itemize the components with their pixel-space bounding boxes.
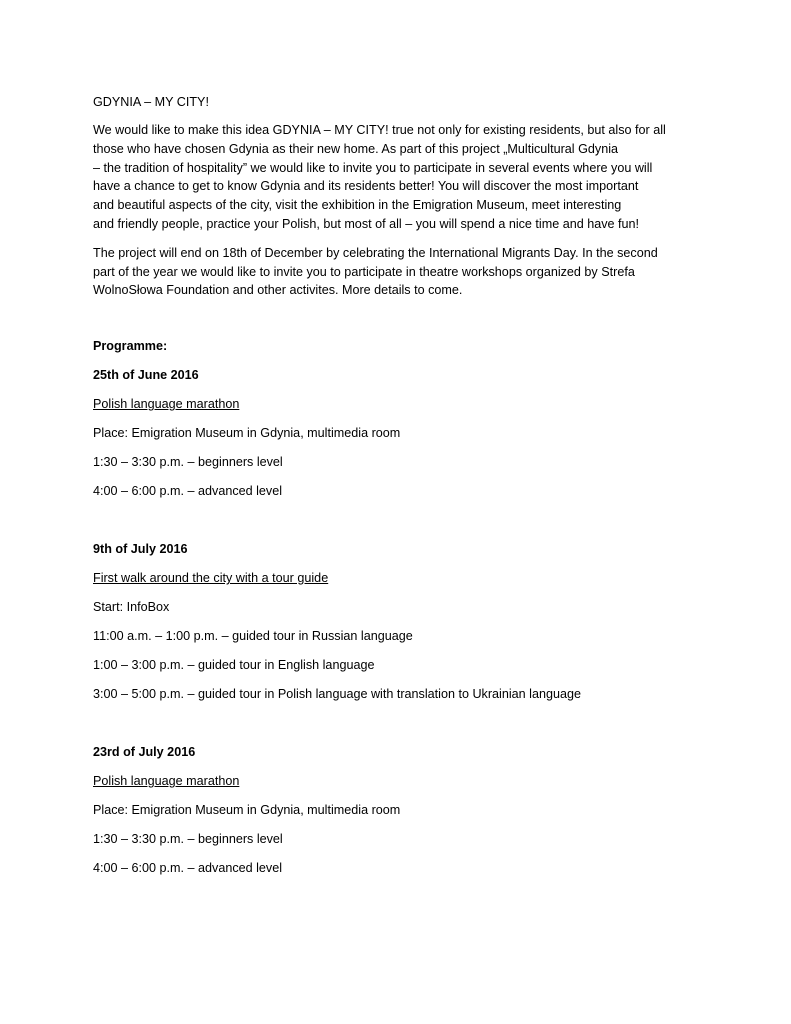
event-slot: 4:00 – 6:00 p.m. – advanced level: [93, 861, 283, 876]
event-date: 23rd of July 2016: [93, 745, 196, 760]
event-slot: 3:00 – 5:00 p.m. – guided tour in Polish language with translation to Ukrainian language: [93, 687, 581, 702]
event-place: Place: Emigration Museum in Gdynia, multimedia room: [93, 426, 401, 441]
intro-line: have a chance to get to know Gdynia and its residents better! You will discover the most important: [93, 179, 639, 194]
document-title: GDYNIA – MY CITY!: [93, 95, 209, 109]
event-slot: 1:30 – 3:30 p.m. – beginners level: [93, 455, 283, 470]
intro-line: We would like to make this idea GDYNIA – MY CITY! true not only for existing residents, but also for all: [93, 123, 666, 137]
event-slot: 1:30 – 3:30 p.m. – beginners level: [93, 832, 283, 847]
event-date: 25th of June 2016: [93, 368, 199, 383]
event-place: Place: Emigration Museum in Gdynia, multimedia room: [93, 803, 401, 818]
event-date: 9th of July 2016: [93, 542, 188, 557]
event-slot: 1:00 – 3:00 p.m. – guided tour in English language: [93, 658, 375, 673]
intro-paragraph: [93, 121, 703, 234]
event-block: [93, 366, 703, 500]
intro-line: and beautiful aspects of the city, visit the exhibition in the Emigration Museum, meet interesting: [93, 198, 622, 213]
intro-line: and friendly people, practice your Polish, but most of all – you will spend a nice time and have fun!: [93, 216, 640, 231]
closing-paragraph: [93, 244, 703, 300]
event-name: First walk around the city with a tour guide: [93, 571, 329, 586]
closing-line: WolnoSłowa Foundation and other activites. More details to come.: [93, 283, 463, 298]
event-name: Polish language marathon: [93, 774, 240, 789]
closing-line: The project will end on 18th of December by celebrating the International Migrants Day. In the second: [93, 245, 658, 260]
event-slot: 4:00 – 6:00 p.m. – advanced level: [93, 484, 283, 499]
programme-heading: Programme:: [93, 339, 168, 354]
event-slot: 11:00 a.m. – 1:00 p.m. – guided tour in Russian language: [93, 629, 413, 644]
intro-line: – the tradition of hospitality” we would like to invite you to participate in several events where you will: [93, 160, 653, 175]
event-block: [93, 743, 703, 877]
intro-line: those who have chosen Gdynia as their new home. As part of this project „Multicultural Gdynia: [93, 141, 619, 156]
event-block: [93, 540, 703, 703]
event-name: Polish language marathon: [93, 397, 240, 412]
document-page: [93, 93, 703, 888]
event-place: Start: InfoBox: [93, 600, 170, 615]
closing-line: part of the year we would like to invite you to participate in theatre workshops organized by Strefa: [93, 264, 635, 279]
